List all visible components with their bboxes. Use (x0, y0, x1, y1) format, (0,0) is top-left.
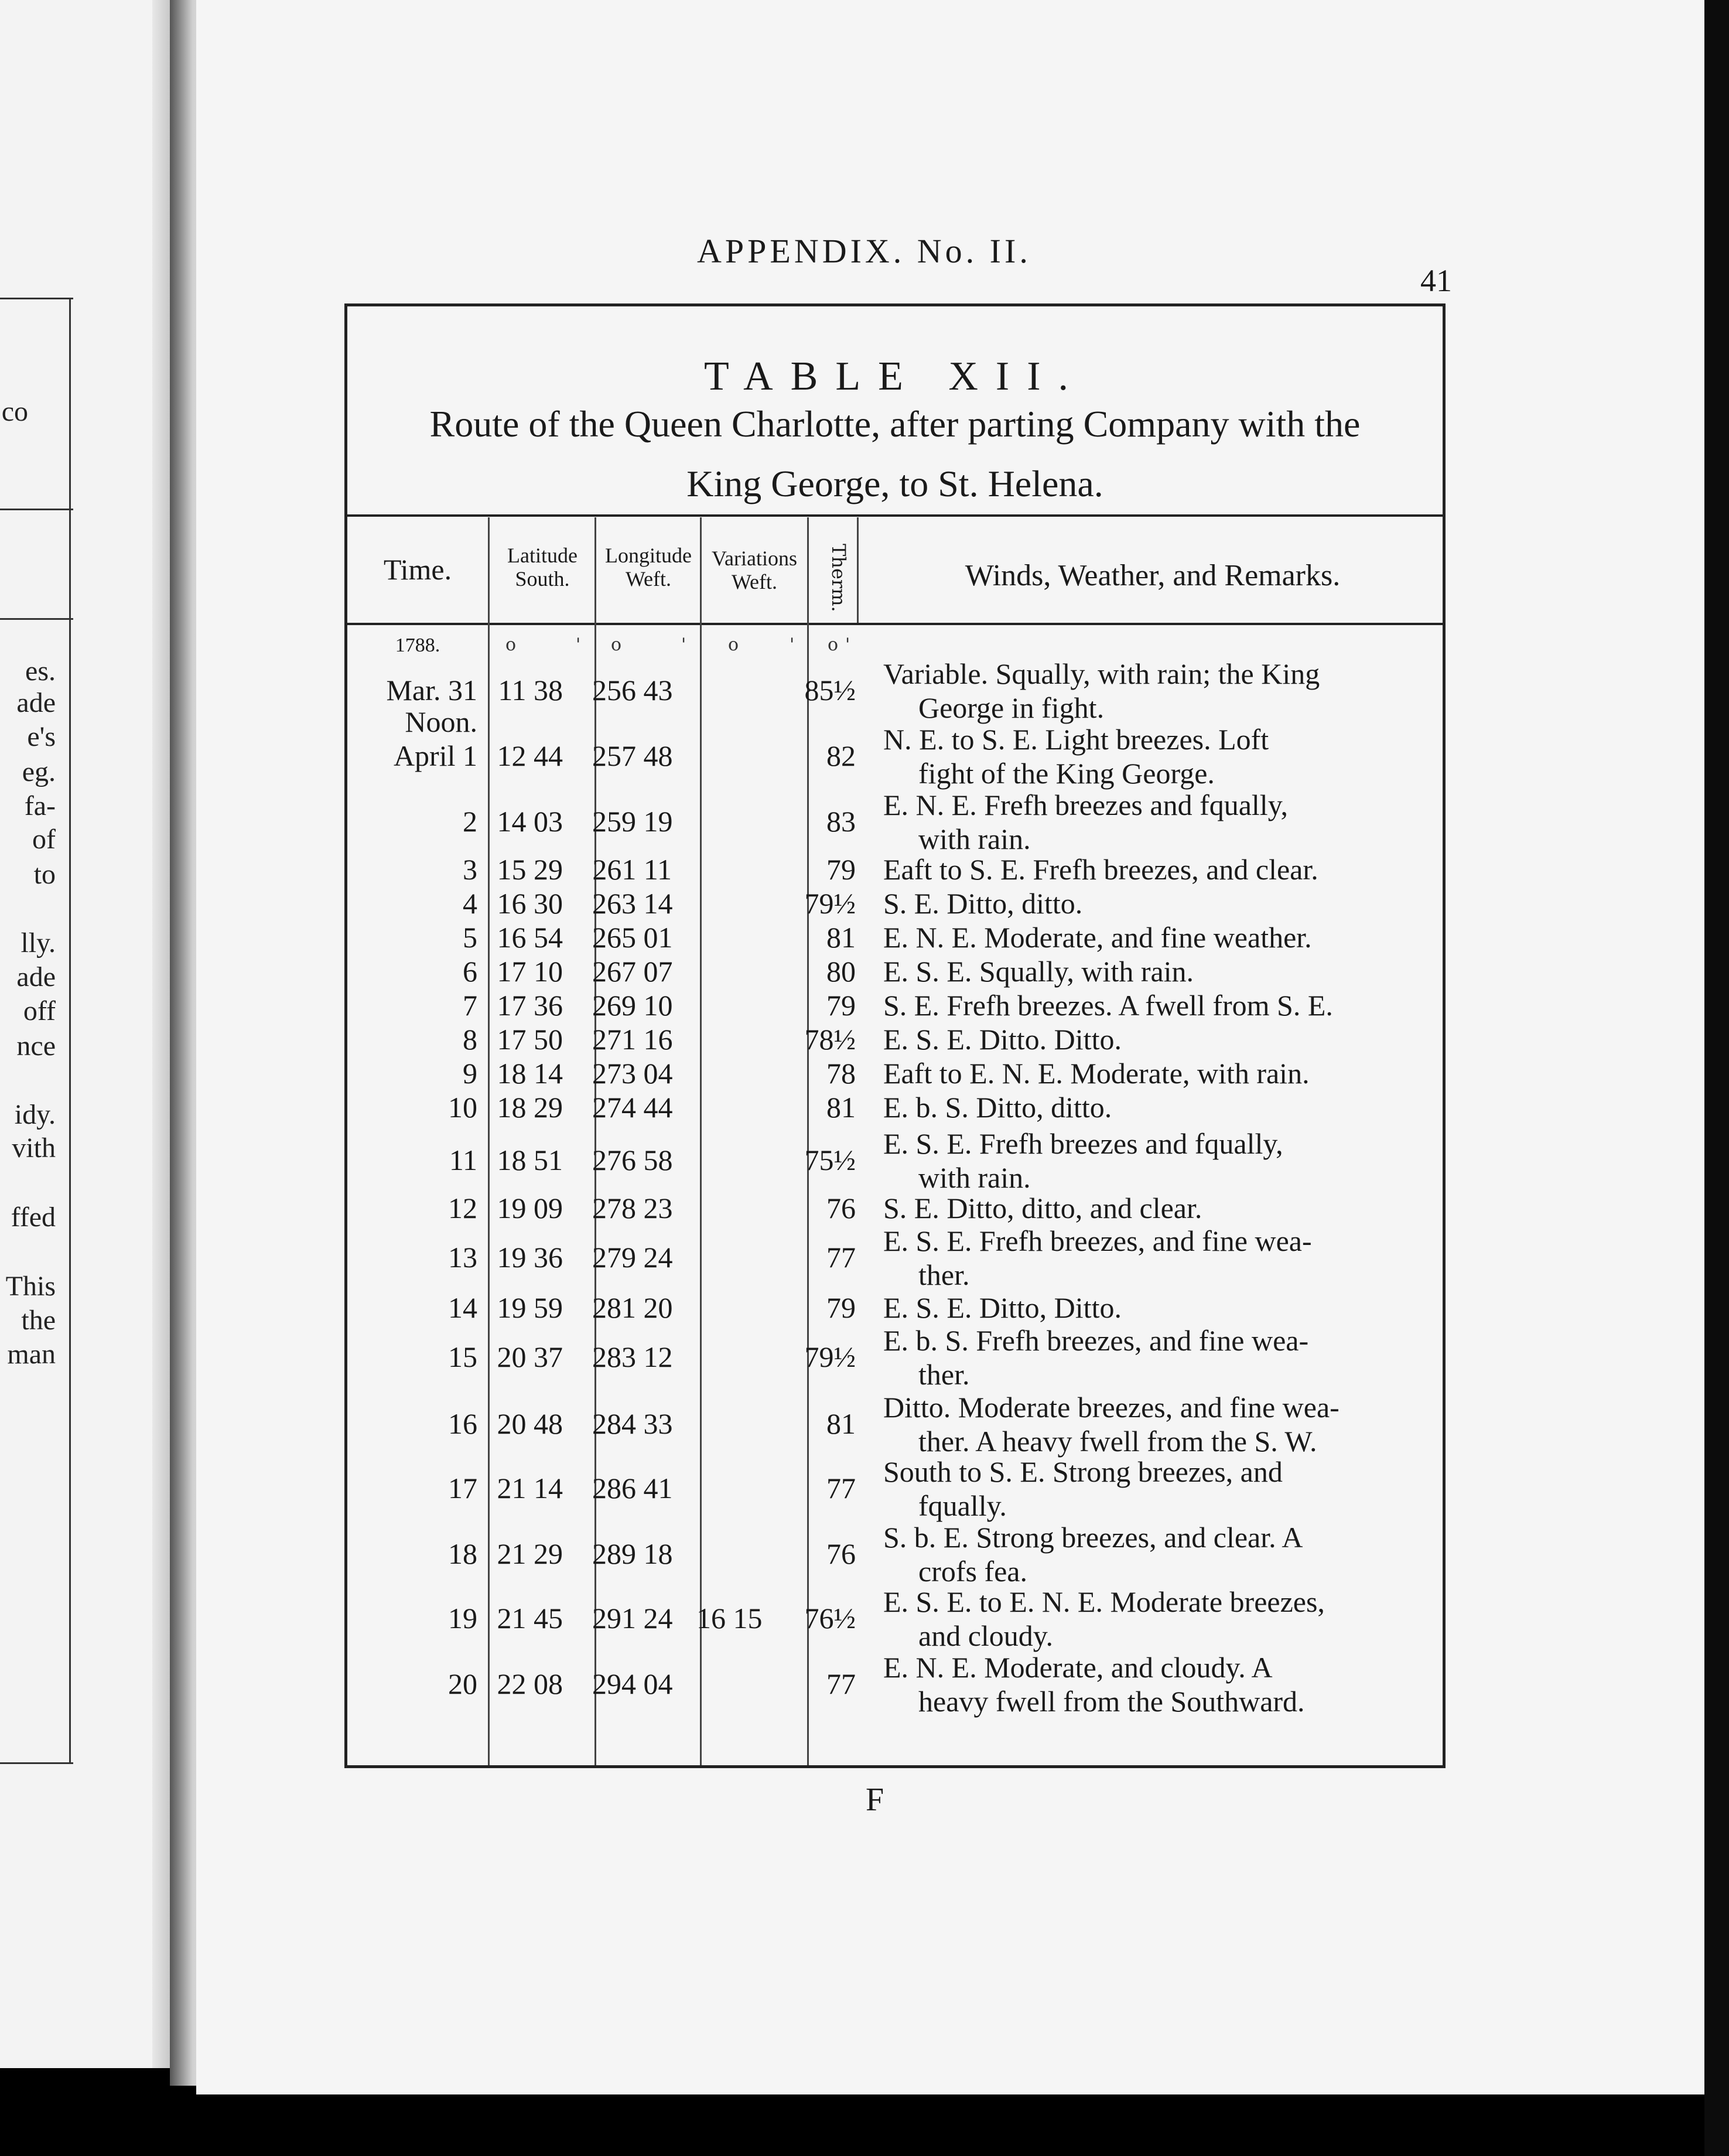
remarks-line: with rain. (918, 823, 1031, 855)
fragment-text: lly. (20, 927, 56, 958)
longitude-cell: 283 12 (592, 1340, 673, 1373)
table-row (347, 1022, 1443, 1056)
header-therm: Therm. (828, 544, 850, 612)
header-line: South. (515, 567, 570, 591)
table-row (347, 722, 1443, 790)
table-row (347, 886, 1443, 920)
header-time: Time. (383, 553, 452, 586)
remarks-line: S. E. Ditto, ditto. (883, 887, 1083, 920)
remarks-cell (883, 722, 1422, 790)
therm-cell: 81 (826, 921, 856, 954)
latitude-cell: 19 59 (497, 1291, 563, 1324)
longitude-cell: 281 20 (592, 1291, 673, 1324)
longitude-cell: 276 58 (592, 1144, 673, 1176)
time-cell: 19 (448, 1602, 477, 1635)
latitude-cell: 18 14 (497, 1057, 563, 1090)
remarks-line: E. N. E. Moderate, and fine weather. (883, 921, 1312, 954)
remarks-cell (883, 1390, 1422, 1458)
fragment-text: the (21, 1305, 56, 1336)
table-row (347, 988, 1443, 1022)
therm-cell: 82 (826, 739, 856, 772)
header-line: Latitude (507, 544, 578, 567)
fragment-text: to (33, 859, 56, 890)
header-line: Weft. (731, 570, 778, 593)
time-cell: 11 (449, 1144, 477, 1176)
year-label: 1788. (395, 634, 440, 656)
header-latitude (490, 544, 595, 591)
remarks-line: ther. (918, 1358, 970, 1391)
therm-cell: 78 (826, 1057, 856, 1090)
therm-cell: 79 (826, 853, 856, 886)
degree-mark: ' (681, 634, 686, 655)
remarks-line: with rain. (918, 1161, 1031, 1194)
table-row (347, 788, 1443, 855)
time-cell: 18 (448, 1537, 477, 1570)
fragment-text: of (32, 824, 56, 855)
remarks-line: E. N. E. Moderate, and cloudy. A (883, 1651, 1273, 1684)
latitude-cell: 17 50 (497, 1023, 563, 1056)
longitude-cell: 273 04 (592, 1057, 673, 1090)
latitude-cell: 17 10 (497, 955, 563, 988)
remarks-cell (883, 852, 1422, 886)
table-row (347, 1191, 1443, 1224)
therm-cell: 79½ (804, 887, 856, 920)
longitude-cell: 263 14 (592, 887, 673, 920)
fragment-text: ffed (11, 1202, 56, 1233)
degree-mark: o (828, 634, 839, 655)
table-row (347, 954, 1443, 988)
remarks-cell (883, 1056, 1422, 1090)
remarks-line: Eaft to S. E. Frefh breezes, and clear. (883, 853, 1318, 886)
therm-cell: 76½ (804, 1602, 856, 1635)
latitude-cell: 12 44 (497, 739, 563, 772)
remarks-line: S. b. E. Strong breezes, and clear. A (883, 1521, 1303, 1554)
therm-cell: 79½ (804, 1340, 856, 1373)
time-cell: 14 (448, 1291, 477, 1324)
longitude-cell: 267 07 (592, 955, 673, 988)
page-number: 41 (1420, 263, 1452, 298)
therm-cell: 77 (826, 1241, 856, 1274)
time-cell: 5 (463, 921, 477, 954)
column-divider (700, 517, 702, 1765)
longitude-cell: 278 23 (592, 1192, 673, 1224)
remarks-cell (883, 1323, 1422, 1391)
latitude-cell: 19 36 (497, 1241, 563, 1274)
remarks-cell (883, 657, 1422, 725)
time-cell: 2 (463, 805, 477, 838)
table-row (347, 1650, 1443, 1718)
header-remarks: Winds, Weather, and Remarks. (965, 559, 1341, 592)
therm-cell: 79 (826, 1291, 856, 1324)
fragment-text: fa- (24, 790, 56, 821)
remarks-line: S. E. Ditto, ditto, and clear. (883, 1192, 1202, 1224)
time-cell: 17 (448, 1472, 477, 1505)
fragment-text: nce (16, 1031, 56, 1062)
longitude-cell: 269 10 (592, 989, 673, 1022)
degree-mark: o (611, 634, 622, 655)
table-row (347, 1056, 1443, 1090)
remarks-line: George in fight. (918, 691, 1105, 724)
latitude-cell: 18 29 (497, 1091, 563, 1124)
remarks-line: E. N. E. Frefh breezes and fqually, (883, 789, 1288, 821)
longitude-cell: 265 01 (592, 921, 673, 954)
table-row (347, 920, 1443, 954)
latitude-cell: 19 09 (497, 1192, 563, 1224)
therm-cell: 76 (826, 1537, 856, 1570)
latitude-cell: 14 03 (497, 805, 563, 838)
table-rule (0, 618, 73, 620)
fragment-text: e's (27, 721, 56, 752)
remarks-line: E. b. S. Ditto, ditto. (883, 1091, 1112, 1124)
remarks-cell (883, 920, 1422, 954)
remarks-line: E. S. E. to E. N. E. Moderate breezes, (883, 1585, 1325, 1618)
remarks-line: South to S. E. Strong breezes, and (883, 1455, 1283, 1488)
remarks-cell (883, 1650, 1422, 1718)
fragment-text: idy. (14, 1099, 56, 1130)
longitude-cell: 256 43 (592, 674, 673, 707)
remarks-line: Eaft to E. N. E. Moderate, with rain. (883, 1057, 1310, 1090)
table-row (347, 852, 1443, 886)
header-rule-top (347, 514, 1443, 517)
remarks-cell (883, 1291, 1422, 1325)
degree-mark: o (728, 634, 739, 655)
therm-cell: 83 (826, 805, 856, 838)
therm-cell: 77 (826, 1667, 856, 1700)
therm-cell: 75½ (804, 1144, 856, 1176)
therm-cell: 78½ (804, 1023, 856, 1056)
table-row (347, 1323, 1443, 1391)
fragment-text: eg. (22, 756, 56, 787)
longitude-cell: 259 19 (592, 805, 673, 838)
latitude-cell: 20 37 (497, 1340, 563, 1373)
latitude-cell: 21 14 (497, 1472, 563, 1505)
remarks-cell (883, 954, 1422, 988)
remarks-line: S. E. Frefh breezes. A fwell from S. E. (883, 989, 1333, 1022)
time-cell: 12 (448, 1192, 477, 1224)
latitude-cell: 20 48 (497, 1407, 563, 1440)
remarks-line: and cloudy. (918, 1619, 1054, 1652)
remarks-line: E. S. E. Squally, with rain. (883, 955, 1194, 988)
remarks-cell (883, 788, 1422, 856)
remarks-line: E. S. E. Frefh breezes, and fine wea- (883, 1224, 1312, 1257)
therm-cell: 80 (826, 955, 856, 988)
longitude-cell: 284 33 (592, 1407, 673, 1440)
remarks-line: ther. A heavy fwell from the S. W. (918, 1425, 1317, 1458)
remarks-cell (883, 1455, 1422, 1523)
fragment-text: es. (25, 656, 56, 687)
remarks-line: E. b. S. Frefh breezes, and fine wea- (883, 1324, 1309, 1357)
therm-cell: 79 (826, 989, 856, 1022)
table-rule (0, 509, 73, 510)
previous-page-edge (0, 0, 176, 2068)
longitude-cell: 294 04 (592, 1667, 673, 1700)
time-cell: 7 (463, 989, 477, 1022)
fragment-text: ade (16, 961, 56, 992)
subtitle-line: Route of the Queen Charlotte, after parting Company with the (429, 403, 1361, 445)
table-row (347, 1390, 1443, 1458)
remarks-cell (883, 1224, 1422, 1292)
remarks-cell (883, 1585, 1422, 1653)
table-frame (344, 303, 1446, 1768)
variation-cell: 16 15 (696, 1602, 763, 1635)
latitude-cell: 22 08 (497, 1667, 563, 1700)
remarks-line: Variable. Squally, with rain; the King (883, 657, 1320, 690)
longitude-cell: 261 11 (592, 853, 672, 886)
table-title: TABLE XII. (703, 354, 1086, 399)
fragment-text: This (5, 1271, 56, 1302)
latitude-cell: 11 38 (498, 674, 563, 707)
remarks-cell (883, 1520, 1422, 1588)
longitude-cell: 279 24 (592, 1241, 673, 1274)
header-rule-bottom (347, 623, 1443, 625)
header-longitude (596, 544, 701, 591)
remarks-line: N. E. to S. E. Light breezes. Loft (883, 723, 1269, 756)
signature-mark: F (866, 1782, 884, 1818)
header-line: Variations (712, 547, 797, 570)
remarks-cell (883, 1022, 1422, 1056)
therm-cell: 81 (826, 1091, 856, 1124)
latitude-cell: 21 45 (497, 1602, 563, 1635)
header-line: Longitude (605, 544, 692, 567)
longitude-cell: 271 16 (592, 1023, 673, 1056)
longitude-cell: 289 18 (592, 1537, 673, 1570)
page-edge (1704, 0, 1729, 2156)
degree-mark: o (505, 634, 517, 655)
table-rule (0, 1762, 73, 1764)
degree-mark: ' (845, 634, 850, 655)
table-subtitle (347, 394, 1443, 514)
remarks-line: ther. (918, 1258, 970, 1291)
therm-cell: 77 (826, 1472, 856, 1505)
time-cell: 4 (463, 887, 477, 920)
degree-mark: ' (576, 634, 581, 655)
therm-cell: 76 (826, 1192, 856, 1224)
table-row (347, 1090, 1443, 1124)
time-cell: 15 (448, 1340, 477, 1373)
longitude-cell: 286 41 (592, 1472, 673, 1505)
table-row (347, 1520, 1443, 1588)
fragment-text: co (1, 396, 28, 427)
table-rule (0, 298, 73, 299)
remarks-cell (883, 1191, 1422, 1225)
table-border (69, 298, 71, 1762)
degree-mark: ' (790, 634, 795, 655)
remarks-cell (883, 1127, 1422, 1195)
header-variations (702, 547, 807, 593)
remarks-line: E. S. E. Ditto. Ditto. (883, 1023, 1122, 1056)
fragment-text: vith (12, 1132, 56, 1164)
fragment-text: ade (16, 687, 56, 718)
remarks-cell (883, 988, 1422, 1022)
time-cell: 6 (463, 955, 477, 988)
longitude-cell: 274 44 (592, 1091, 673, 1124)
remarks-line: fqually. (918, 1489, 1007, 1522)
remarks-line: fight of the King George. (918, 757, 1215, 790)
therm-cell: 81 (826, 1407, 856, 1440)
remarks-cell (883, 886, 1422, 920)
longitude-cell: 291 24 (592, 1602, 673, 1635)
latitude-cell: 18 51 (497, 1144, 563, 1176)
time-cell-line2: Noon. (405, 705, 477, 738)
latitude-cell: 16 54 (497, 921, 563, 954)
remarks-line: crofs fea. (918, 1555, 1027, 1588)
time-cell: 3 (463, 853, 477, 886)
latitude-cell: 21 29 (497, 1537, 563, 1570)
fragment-text: off (23, 995, 56, 1026)
time-cell: 16 (448, 1407, 477, 1440)
header-line: Weft. (625, 567, 672, 591)
latitude-cell: 15 29 (497, 853, 563, 886)
time-cell: 20 (448, 1667, 477, 1700)
running-head: APPENDIX. No. II. (697, 232, 1031, 270)
time-cell: Mar. 31 (386, 674, 477, 707)
remarks-line: E. S. E. Frefh breezes and fqually, (883, 1127, 1283, 1160)
time-cell: 13 (448, 1241, 477, 1274)
subtitle-line: King George, to St. Helena. (686, 463, 1103, 504)
latitude-cell: 16 30 (497, 887, 563, 920)
column-divider (857, 517, 859, 623)
time-cell: April 1 (393, 739, 477, 772)
longitude-cell: 257 48 (592, 739, 673, 772)
time-cell: 8 (463, 1023, 477, 1056)
time-cell: 9 (463, 1057, 477, 1090)
therm-cell: 85½ (804, 674, 856, 707)
remarks-line: Ditto. Moderate breezes, and fine wea- (883, 1391, 1340, 1424)
remarks-line: heavy fwell from the Southward. (918, 1685, 1305, 1718)
remarks-line: E. S. E. Ditto, Ditto. (883, 1291, 1122, 1324)
remarks-cell (883, 1090, 1422, 1124)
fragment-text: man (7, 1339, 56, 1370)
time-cell: 10 (448, 1091, 477, 1124)
latitude-cell: 17 36 (497, 989, 563, 1022)
